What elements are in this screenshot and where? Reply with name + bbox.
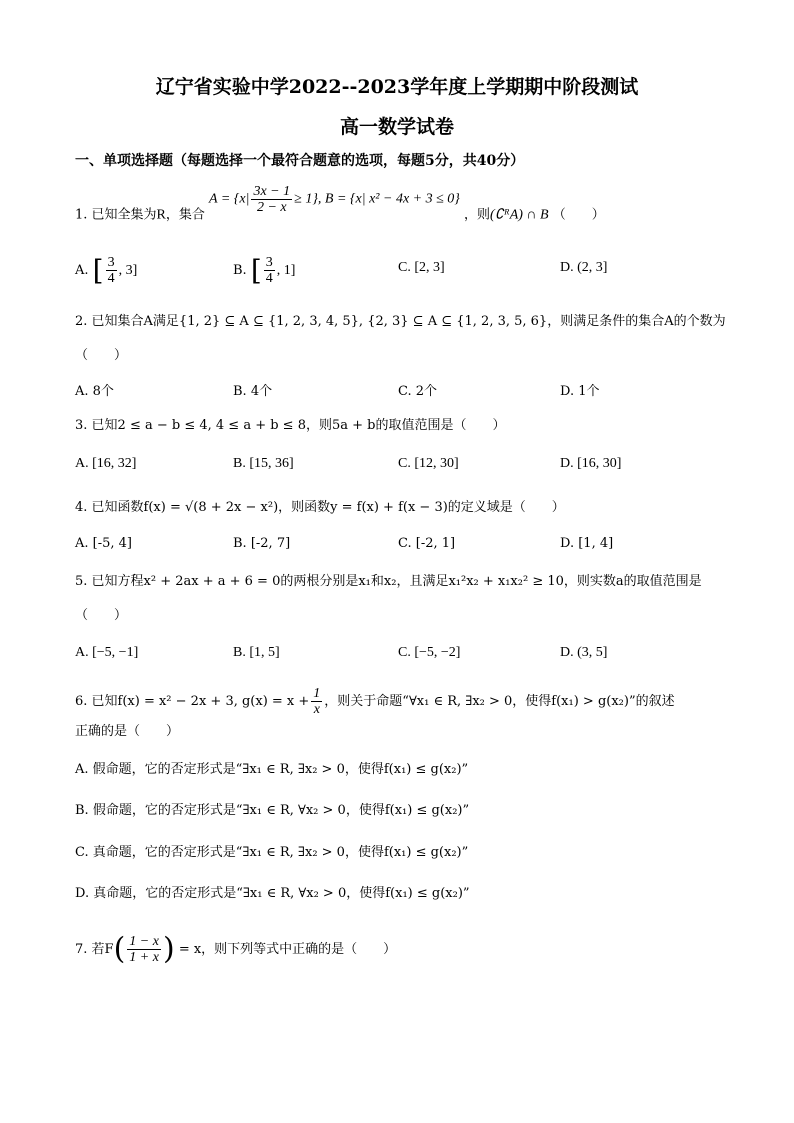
q1-a-def-1: A = {x| <box>209 191 250 207</box>
q2-option-a[interactable]: A. 8个 <box>75 384 114 399</box>
question-4-stem: 4. 已知函数f(x) = √(8 + 2x − x²)，则函数y = f(x) + f(x − 3)的定义域是（ ） <box>75 500 565 515</box>
q1-option-b-rest: , 1] <box>276 263 296 278</box>
q1-stem-c: ，则 <box>464 207 491 223</box>
q6-option-c[interactable]: C. 真命题，它的否定形式是“∃x₁ ∈ R, ∃x₂ > 0，使得f(x₁) ≤ g(x₂)” <box>75 845 469 860</box>
q6-line1-a: 6. 已知f(x) = x² − 2x + 3, g(x) = x + <box>75 694 310 709</box>
q2-option-b[interactable]: B. 4个 <box>233 384 273 399</box>
question-2-paren: （ ） <box>75 348 128 363</box>
exam-subtitle: 高一数学试卷 <box>339 116 454 138</box>
q1-stem-a: 1. 已知全集为 <box>75 207 157 223</box>
q1-option-b-den: 4 <box>265 271 273 286</box>
q5-option-d[interactable]: D. (3, 5] <box>560 645 608 660</box>
q1-option-a-label: A. <box>75 263 89 278</box>
q1-option-a-rest: , 3] <box>118 263 138 278</box>
question-6-stem <box>75 686 675 717</box>
q1-option-b-label: B. <box>233 263 247 278</box>
q6-option-a[interactable]: A. 假命题，它的否定形式是“∃x₁ ∈ R, ∃x₂ > 0，使得f(x₁) ≤ g(x₂)” <box>75 762 469 777</box>
q3-option-d[interactable]: D. [16, 30] <box>560 456 622 471</box>
q6-frac-den: x <box>313 702 320 717</box>
q1-option-b-frac <box>264 255 275 286</box>
q6-fraction <box>311 686 322 717</box>
q7-stem-b: = x，则下列等式中正确的是（ ） <box>178 942 397 957</box>
q1-fraction <box>251 184 292 215</box>
q1-option-a-den: 4 <box>107 271 115 286</box>
q3-option-c[interactable]: C. [12, 30] <box>398 456 459 471</box>
q1-set-definition <box>209 184 460 215</box>
question-5-stem: 5. 已知方程x² + 2ax + a + 6 = 0的两根分别是x₁和x₂，且满足x₁²x₂ + x₁x₂² ≥ 10，则实数a的取值范围是 <box>75 574 702 589</box>
q2-option-c[interactable]: C. 2个 <box>398 384 438 399</box>
q1-frac-num: 3x − 1 <box>253 184 291 199</box>
question-5-paren: （ ） <box>75 608 128 623</box>
q1-expression: (∁ᴿA) ∩ B <box>490 207 549 223</box>
q1-option-c[interactable]: C. [2, 3] <box>398 260 445 275</box>
q3-option-a[interactable]: A. [16, 32] <box>75 456 137 471</box>
q1-set-r: R <box>156 207 166 223</box>
q4-option-b[interactable]: B. [-2, 7] <box>233 536 291 551</box>
q4-option-c[interactable]: C. [-2, 1] <box>398 536 456 551</box>
q4-option-d[interactable]: D. [1, 4] <box>560 536 614 551</box>
q2-option-d[interactable]: D. 1个 <box>560 384 600 399</box>
question-7-stem: 7. 若F( $\frac{1 - x}{1 + x}$ ) = x，则下列等式中正确的是（ ） <box>75 931 397 967</box>
q5-option-c[interactable]: C. [−5, −2] <box>398 645 461 660</box>
question-2-stem: 2. 已知集合A满足{1, 2} ⊆ A ⊆ {1, 2, 3, 4, 5}, {2, 3} ⊆ A ⊆ {1, 2, 3, 5, 6}，则满足条件的集合A的个数为 <box>75 314 726 329</box>
q1-option-b-num: 3 <box>265 255 273 270</box>
q6-option-b[interactable]: B. 假命题，它的否定形式是“∃x₁ ∈ R, ∀x₂ > 0，使得f(x₁) ≤ g(x₂)” <box>75 803 470 818</box>
q5-option-a[interactable]: A. [−5, −1] <box>75 645 139 660</box>
q4-option-a[interactable]: A. [-5, 4] <box>75 536 132 551</box>
q7-stem-a: 7. 若F <box>75 942 114 957</box>
q7-frac-num: 1 − x <box>129 934 159 949</box>
section-heading: 一、单项选择题（每题选择一个最符合题意的选项，每题5分，共40分） <box>75 153 525 169</box>
q1-a-def-2: ≥ 1}, B = {x| x² − 4x + 3 ≤ 0} <box>294 191 460 207</box>
q1-paren: （ ） <box>552 207 605 223</box>
q7-frac-den: 1 + x <box>129 950 159 965</box>
q1-option-d[interactable]: D. (2, 3] <box>560 260 608 275</box>
q1-frac-den: 2 − x <box>256 200 287 215</box>
q1-option-b[interactable]: B. [ $\frac{3}{4}$ , 1] <box>233 254 296 287</box>
exam-title: 辽宁省实验中学2022--2023学年度上学期期中阶段测试 <box>155 76 639 98</box>
q1-option-a-frac <box>106 255 117 286</box>
q7-fraction <box>127 934 161 965</box>
q1-option-a[interactable]: A. [ $\frac{3}{4}$ , 3] <box>75 254 138 287</box>
question-3-stem: 3. 已知2 ≤ a − b ≤ 4, 4 ≤ a + b ≤ 8，则5a + b的取值范围是（ ） <box>75 418 506 433</box>
q1-option-a-num: 3 <box>107 255 115 270</box>
question-1-stem <box>75 184 605 231</box>
q6-line1-b: ，则关于命题“∀x₁ ∈ R, ∃x₂ > 0，使得f(x₁) > g(x₂)”的叙述 <box>324 694 675 709</box>
q1-stem-b: ，集合 <box>165 207 205 223</box>
q6-option-d[interactable]: D. 真命题，它的否定形式是“∃x₁ ∈ R, ∀x₂ > 0，使得f(x₁) ≤ g(x₂)” <box>75 886 470 901</box>
question-6-line-2: 正确的是（ ） <box>75 724 180 739</box>
q5-option-b[interactable]: B. [1, 5] <box>233 645 280 660</box>
q6-frac-num: 1 <box>313 686 321 701</box>
q3-option-b[interactable]: B. [15, 36] <box>233 456 294 471</box>
